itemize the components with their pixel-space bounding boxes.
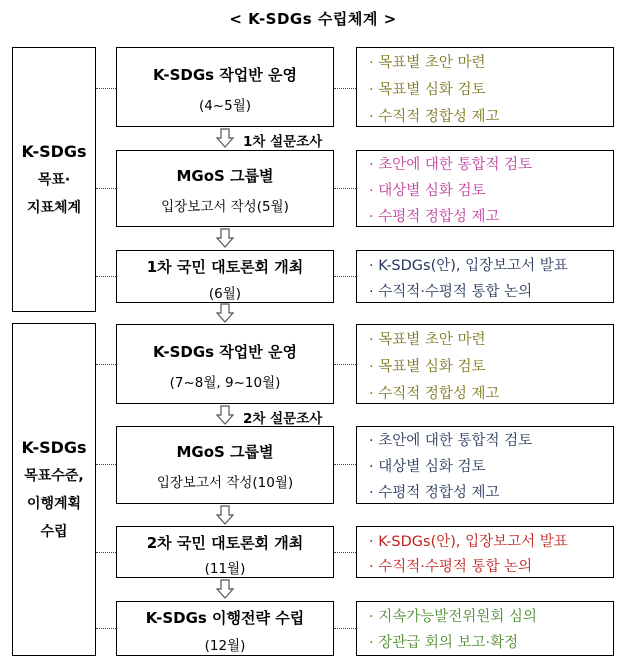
down-arrow-icon (215, 303, 235, 323)
note-item: · 수직적·수평적 통합 논의 (369, 284, 533, 300)
connector-line (96, 464, 116, 465)
stage-period: (6월) (208, 286, 242, 302)
note-item: · 대상별 심화 검토 (369, 459, 486, 475)
stage-box (116, 150, 334, 227)
note-item: · 지속가능발전위원회 심의 (369, 609, 537, 625)
notes-box (356, 150, 614, 227)
connector-line (96, 188, 116, 189)
connector-line (96, 552, 116, 553)
note-item: · 대상별 심화 검토 (369, 183, 486, 199)
note-item: · K-SDGs(안), 입장보고서 발표 (369, 258, 568, 274)
stage-box (116, 526, 334, 578)
notes-box (356, 47, 614, 127)
note-item: · 수평적 정합성 제고 (369, 485, 500, 501)
note-item: · 장관급 회의 보고·확정 (369, 635, 519, 651)
group-line: 이행계획 (26, 495, 82, 512)
connector-line (96, 276, 116, 277)
down-arrow-icon (215, 405, 235, 425)
stage-period: (12월) (204, 638, 246, 654)
connector-line (96, 88, 116, 89)
note-item: · 수직적 정합성 제고 (369, 386, 500, 402)
connector-line (334, 552, 356, 553)
page-title: < K-SDGs 수립체계 > (229, 10, 397, 28)
note-item: · 수평적 정합성 제고 (369, 209, 500, 225)
group-line: K-SDGs (21, 437, 87, 457)
note-item: · 목표별 초안 마련 (369, 55, 486, 71)
stage-title: 2차 국민 대토론회 개최 (146, 534, 304, 552)
stage-title: K-SDGs 작업반 운영 (153, 66, 297, 84)
note-item: · 목표별 초안 마련 (369, 332, 486, 348)
note-item: · 수직적·수평적 통합 논의 (369, 559, 533, 575)
note-item: · 수직적 정합성 제고 (369, 109, 500, 125)
down-arrow-icon (215, 128, 235, 148)
stage-period: (7~8월, 9~10월) (169, 375, 281, 391)
down-arrow-icon (215, 579, 235, 599)
notes-box (356, 324, 614, 404)
stage-box (116, 47, 334, 127)
note-item: · 목표별 심화 검토 (369, 82, 486, 98)
group-line: 수립 (40, 523, 68, 540)
group-line: K-SDGs (21, 141, 87, 161)
note-item: · K-SDGs(안), 입장보고서 발표 (369, 534, 568, 550)
connector-line (334, 276, 356, 277)
notes-box (356, 426, 614, 504)
down-arrow-icon (215, 505, 235, 525)
notes-box (356, 250, 614, 303)
connector-line (334, 364, 356, 365)
stage-period: (11월) (204, 561, 246, 577)
stage-title: MGoS 그룹별 (176, 167, 274, 185)
note-item: · 초안에 대한 통합적 검토 (369, 433, 533, 449)
stage-box (116, 250, 334, 303)
stage-title: K-SDGs 이행전략 수립 (145, 609, 305, 627)
connector-line (334, 628, 356, 629)
down-arrow-icon (215, 228, 235, 248)
group-box-indicators (12, 47, 96, 312)
survey-label: 2차 설문조사 (243, 411, 323, 427)
stage-period: 입장보고서 작성(10월) (156, 475, 294, 491)
stage-box (116, 601, 334, 656)
connector-line (334, 188, 356, 189)
group-line: 목표· (37, 171, 71, 188)
group-box-implementation (12, 323, 96, 656)
stage-title: K-SDGs 작업반 운영 (153, 343, 297, 361)
connector-line (96, 628, 116, 629)
stage-box (116, 324, 334, 404)
notes-box (356, 601, 614, 656)
connector-line (334, 464, 356, 465)
stage-title: MGoS 그룹별 (176, 443, 274, 461)
connector-line (334, 88, 356, 89)
note-item: · 목표별 심화 검토 (369, 359, 486, 375)
group-line: 지표체계 (26, 199, 82, 216)
stage-title: 1차 국민 대토론회 개최 (146, 258, 304, 276)
stage-period: 입장보고서 작성(5월) (161, 199, 289, 215)
stage-box (116, 426, 334, 504)
stage-period: (4~5월) (198, 98, 252, 114)
group-line: 목표수준, (24, 467, 84, 484)
notes-box (356, 526, 614, 578)
note-item: · 초안에 대한 통합적 검토 (369, 157, 533, 173)
survey-label: 1차 설문조사 (243, 134, 323, 150)
connector-line (96, 364, 116, 365)
